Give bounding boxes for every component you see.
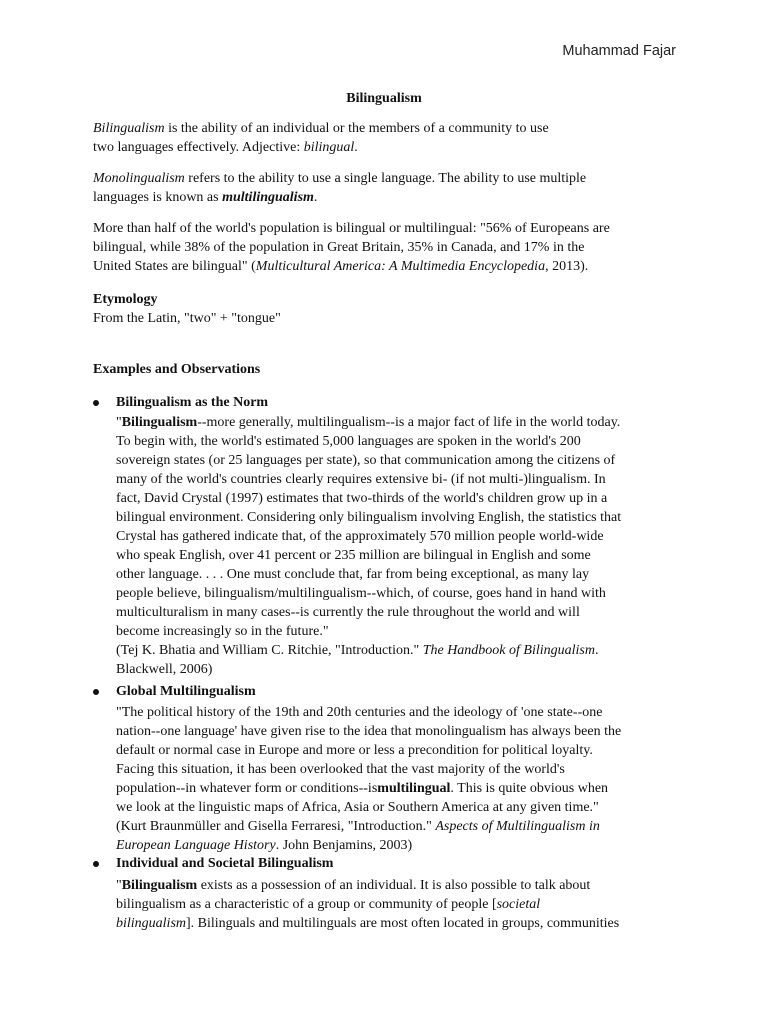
bullet-title: Global Multilingualism (116, 684, 256, 699)
document-title: Bilingualism (346, 91, 422, 106)
bullet-title: Bilingualism as the Norm (116, 395, 269, 410)
bullet-icon (93, 689, 99, 695)
header-author: Muhammad Fajar (562, 43, 676, 59)
etymology-text: From the Latin, "two" + "tongue" (93, 311, 281, 326)
examples-heading: Examples and Observations (93, 362, 261, 377)
citation: (Kurt Braunmüller and Gisella Ferraresi, "Introduction." Aspects of Multilingualism in (116, 819, 600, 834)
term-monolingualism: Monolingualism (93, 171, 185, 186)
bullet-body: "The political history of the 19th and 20th centuries and the ideology of 'one state--one nation--one language' have given rise to the idea that monolingualism has always been the default or normal case in Europe and more or less a precondition for political loyalty. Facing this situation, it has been overlooked that the vast majority of the world's population--in whatever form or conditions--ismultilingual. This is quite obvious when we look at the linguistic maps of Africa, Asia or Southern America at any given time." (Kurt Braunmüller and Gisella Ferraresi, "Introduction." Aspects of Multilingualism in European Language History. John Benjamins, 2003) (116, 703, 683, 855)
bullet-icon (93, 400, 99, 406)
statistics-paragraph: More than half of the world's population is bilingual or multilingual: "56% of Europeans are bilingual, while 38% of the population in Great Britain, 35% in Canada, and 17% in the United States are bilingual" (Multicultural America: A Multimedia Encyclopedia, 2013). (93, 221, 610, 274)
etymology-section (93, 290, 683, 328)
definition-paragraph: Bilingualism is the ability of an individual or the members of a community to use two languages effectively. Adjective: bilingual. (93, 121, 549, 155)
bullet-title: Individual and Societal Bilingualism (116, 856, 334, 871)
bullet-body: "Bilingualism exists as a possession of an individual. It is also possible to talk about bilingualism as a characteristic of a group or community of people [societal bilingualism]. Bilinguals and multilinguals are most often located in groups, communities (116, 878, 620, 931)
bullet-icon (93, 861, 99, 867)
adjective-bilingual: bilingual (303, 140, 355, 155)
bullet-body: "Bilingualism--more generally, multilingualism--is a major fact of life in the world today. To begin with, the world's estimated 5,000 languages are spoken in the world's 200 sovereign states (or 25 languages per state), so that communication among the citizens of many of the world's countries clearly requires extensive bi- (if not multi-)lingualism. In fact, David Crystal (1997) estimates that two-thirds of the world's children grow up in a bilingual environment. Considering only bilingualism involving English, the statistics that Crystal has gathered indicate that, of the approximately 570 million people world-wide who speak English, over 41 percent or 235 million are bilingual in English and some other language. . . . One must conclude that, far from being exceptional, as many lay people believe, bilingualism/multilingualism--which, of course, goes hand in hand with multiculturalism in many cases--is currently the rule throughout the world and will become increasingly so in the future." (Tej K. Bhatia and William C. Ritchie, "Introduction." The Handbook of Bilingualism. Blackwell, 2006) (116, 413, 683, 679)
citation: (Tej K. Bhatia and William C. Ritchie, "Introduction." The Handbook of Bilingualism. (116, 643, 599, 658)
term-bilingualism: Bilingualism (93, 121, 165, 136)
etymology-heading: Etymology (93, 292, 158, 307)
term-multilingualism: multilingualism (222, 190, 314, 205)
monolingualism-paragraph: Monolingualism refers to the ability to use a single language. The ability to use multiple languages is known as multilingualism. (93, 171, 587, 205)
source-title: Multicultural America: A Multimedia Encyclopedia (255, 259, 546, 274)
